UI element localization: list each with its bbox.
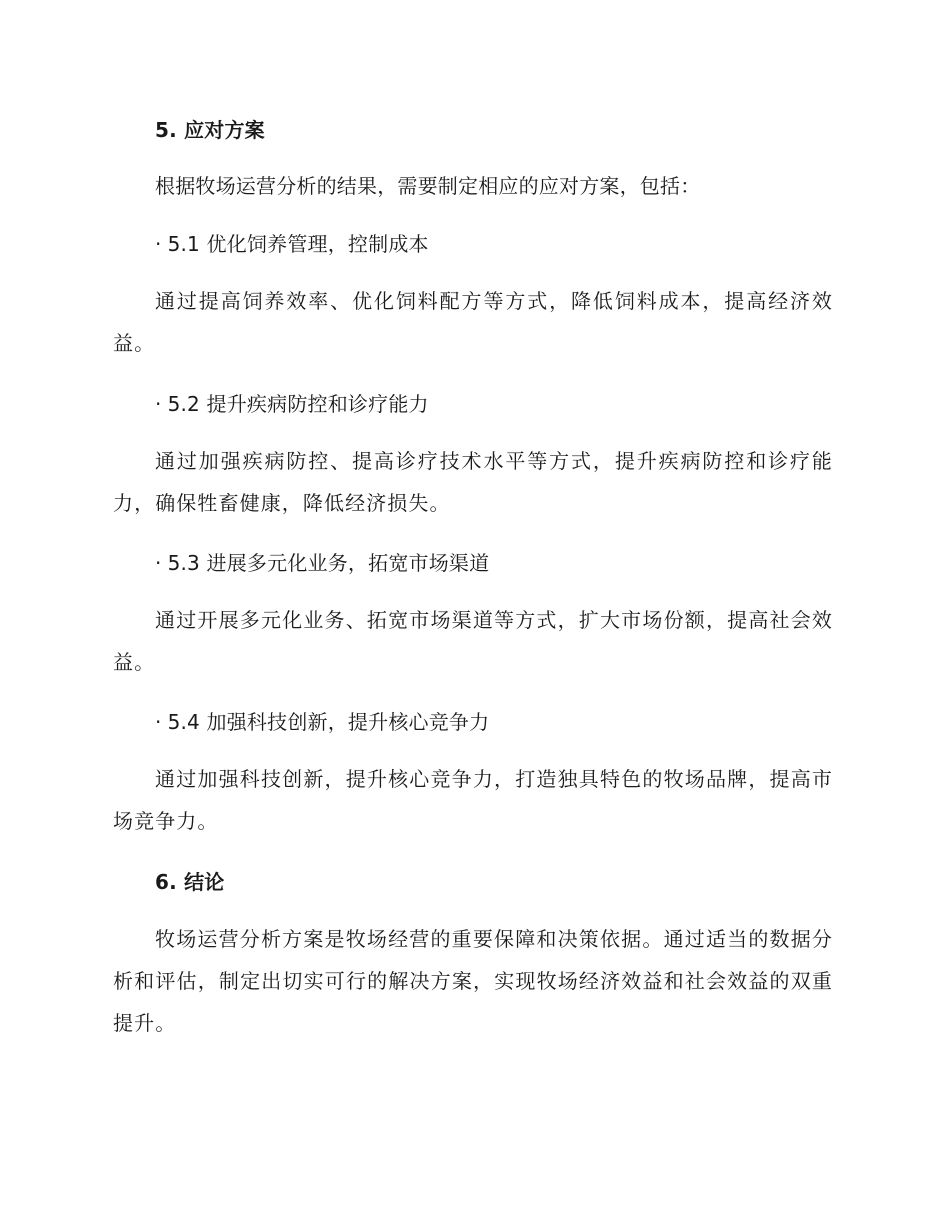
item-title-5-3 — [155, 549, 489, 577]
item-body-5-4: 通过加强科技创新，提升核心竞争力，打造独具特色的牧场品牌，提高市场竞争力。 — [113, 767, 833, 833]
item-title-5-2 — [155, 390, 429, 418]
bullet: · — [155, 551, 162, 575]
item-title-text: 5.4 加强科技创新，提升核心竞争力 — [167, 710, 490, 734]
section-intro: 根据牧场运营分析的结果，需要制定相应的应对方案，包括： — [155, 174, 701, 198]
item-title-text: 5.1 优化饲养管理，控制成本 — [167, 232, 429, 256]
conclusion-body: 牧场运营分析方案是牧场经营的重要保障和决策依据。通过适当的数据分析和评估，制定出切实可行的解决方案，实现牧场经济效益和社会效益的双重提升。 — [113, 927, 833, 1035]
item-title-5-1 — [155, 230, 429, 258]
bullet: · — [155, 392, 162, 416]
item-body-5-3: 通过开展多元化业务、拓宽市场渠道等方式，扩大市场份额，提高社会效益。 — [113, 608, 833, 674]
bullet: · — [155, 710, 162, 734]
item-body-5-2: 通过加强疾病防控、提高诊疗技术水平等方式，提升疾病防控和诊疗能力，确保牲畜健康，降低经济损失。 — [113, 449, 833, 515]
item-title-text: 5.2 提升疾病防控和诊疗能力 — [167, 392, 429, 416]
item-title-5-4 — [155, 708, 489, 736]
section-heading-response-plan: 5. 应对方案 — [155, 118, 265, 142]
section-heading-conclusion: 6. 结论 — [155, 870, 225, 894]
item-title-text: 5.3 进展多元化业务，拓宽市场渠道 — [167, 551, 490, 575]
bullet: · — [155, 232, 162, 256]
item-body-5-1: 通过提高饲养效率、优化饲料配方等方式，降低饲料成本，提高经济效益。 — [113, 289, 833, 355]
